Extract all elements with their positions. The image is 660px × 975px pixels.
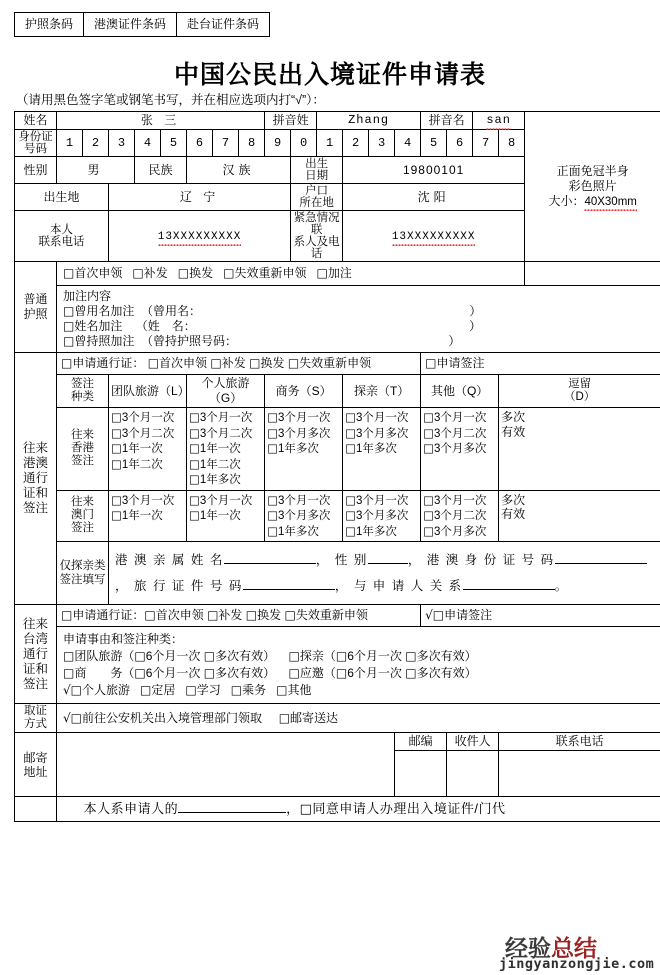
checkbox-icon[interactable]: □ xyxy=(111,441,122,455)
option-item[interactable]: □3个月二次 xyxy=(189,425,253,440)
checkbox-icon[interactable]: □ xyxy=(267,508,278,522)
delivery-method-label: 取证 方式 xyxy=(15,704,57,733)
checkbox-icon[interactable]: □ xyxy=(189,492,200,507)
taiwan-reason-crew[interactable]: □乘务 xyxy=(230,683,267,697)
taiwan-reason-settle[interactable]: □定居 xyxy=(140,683,176,697)
checkbox-icon[interactable]: □ xyxy=(284,608,296,622)
checkbox-icon[interactable]: □ xyxy=(134,649,146,663)
barcode-tabs xyxy=(14,12,270,37)
phone-label: 本人 联系电话 xyxy=(15,211,109,262)
row-relative-visit xyxy=(15,542,660,605)
hkmo-col-header-Q: 其他（Q） xyxy=(421,375,499,408)
checkbox-icon[interactable]: □ xyxy=(316,266,328,280)
taiwan-reason-row-2 xyxy=(63,665,654,682)
checkbox-icon[interactable]: □ xyxy=(189,472,200,486)
hk-row-label: 往来 香港 签注 xyxy=(57,408,109,491)
photo-line-1: 正面免冠半身 xyxy=(556,163,629,178)
row-name xyxy=(15,112,660,130)
annotation-title: 加注内容 xyxy=(63,289,112,303)
hkmo-col-header-G: 个人旅游（G） xyxy=(187,375,265,408)
checkbox-icon[interactable]: □ xyxy=(185,683,197,697)
footer-text-1: 本人系申请人的 xyxy=(83,801,179,816)
taiwan-side-label: 往 台 通 证 签 来 湾 行 和 注 xyxy=(15,605,57,704)
row-taiwan-reasons xyxy=(15,627,660,704)
id-digit[interactable]: 3 xyxy=(109,130,135,157)
option-item[interactable]: □1年一次 xyxy=(111,441,163,455)
option-item[interactable]: □3个月一次 xyxy=(423,492,487,507)
checkbox-icon[interactable]: □ xyxy=(189,425,200,440)
option-item[interactable]: □3个月多次 xyxy=(267,508,331,522)
hkmo-col-header-T: 探亲（T） xyxy=(343,375,421,408)
checkbox-icon[interactable]: □ xyxy=(287,356,300,370)
hkmo-permit-options: □申请通行证： □首次申领 □补发 □换发 □失效重新申领 xyxy=(57,353,421,375)
checkbox-icon[interactable]: □ xyxy=(147,356,160,370)
checkbox-icon[interactable]: □ xyxy=(140,683,152,697)
taiwan-option-expired-reapply[interactable]: □失效重新申领 xyxy=(284,608,368,622)
option-item[interactable]: □3个月一次 xyxy=(189,410,253,424)
emergency-label: 紧急情况联 系人及电话 xyxy=(291,211,343,262)
id-digit[interactable]: 4 xyxy=(135,130,161,157)
taiwan-reason-row-1 xyxy=(63,648,654,665)
postcode-label: 邮编 xyxy=(395,733,447,751)
option-item[interactable]: □3个月二次 xyxy=(423,508,487,522)
checkbox-icon[interactable]: □ xyxy=(432,608,445,622)
option-item[interactable]: □1年多次 xyxy=(345,523,397,538)
barcode-tab-taiwan[interactable]: 赴台证件条码 xyxy=(187,17,260,31)
id-digit[interactable]: 7 xyxy=(213,130,239,157)
row-footer-declaration xyxy=(15,797,660,822)
checkbox-icon[interactable]: □ xyxy=(335,649,348,663)
photo-size-label: 大小： xyxy=(548,193,585,208)
pinyin-given-label: 拼音名 xyxy=(421,112,473,130)
pinyin-given-value[interactable]: san xyxy=(473,112,525,130)
mo-options-Q xyxy=(421,490,499,542)
option-item[interactable]: □3个月多次 xyxy=(423,441,487,455)
delivery-method-options xyxy=(57,704,660,733)
relative-idnumber-input[interactable] xyxy=(555,563,647,564)
option-item[interactable]: □3个月多次 xyxy=(423,523,487,538)
row-passport-annotation xyxy=(15,286,660,353)
checkbox-icon[interactable]: □ xyxy=(425,356,437,370)
hkmo-endorsement-option[interactable]: □申请签注 xyxy=(421,353,660,375)
footer-relationship-input[interactable] xyxy=(178,812,286,813)
option-item[interactable]: □3个月二次 xyxy=(423,425,487,440)
row-passport-apply xyxy=(15,262,660,286)
checkbox-icon[interactable]: □ xyxy=(207,608,219,622)
form-instruction: （请用黑色签字笔或钢笔书写，并在相应选项内打“√”）： xyxy=(16,93,325,107)
photo-box xyxy=(525,112,660,262)
checkbox-icon[interactable]: □ xyxy=(345,410,356,424)
option-item[interactable]: □3个月一次 xyxy=(267,410,331,424)
checkbox-icon[interactable]: □ xyxy=(61,608,73,622)
passport-annotation-block xyxy=(57,286,660,353)
household-value[interactable]: 沈阳 xyxy=(343,184,525,211)
relative-name-input[interactable] xyxy=(224,563,316,564)
passport-option-first[interactable]: □首次申领 xyxy=(63,266,123,280)
row-mo-endorsement xyxy=(15,490,660,542)
relative-travel-doc-input[interactable] xyxy=(243,589,335,590)
checkbox-icon[interactable]: □ xyxy=(267,523,278,538)
footer-text-2: ， xyxy=(286,801,300,816)
option-item[interactable]: □3个月一次 xyxy=(345,410,409,424)
checkbox-icon[interactable]: □ xyxy=(288,649,300,663)
id-digit[interactable]: 8 xyxy=(239,130,265,157)
watermark-url: jingyanzongjie.com xyxy=(499,956,655,972)
checkbox-icon[interactable]: □ xyxy=(345,492,356,507)
option-item[interactable]: □3个月一次 xyxy=(345,492,409,507)
checkbox-icon[interactable]: □ xyxy=(335,666,348,680)
annotation-row-former-passport[interactable]: □曾持照加注 （曾持护照号码： ） xyxy=(63,334,461,348)
checkbox-icon[interactable]: □ xyxy=(189,410,200,424)
barcode-tab-passport[interactable]: 护照条码 xyxy=(15,13,84,36)
hk-option-D: 多次 有效 xyxy=(499,408,660,491)
relative-visit-content: 港 澳 亲 属 姓 名 ， 性 别 ， 港 澳 身 份 证 号 码， 旅 行 证 件 号 码 ， 与 申 请 人 关 系 。 xyxy=(109,542,660,605)
checkbox-icon[interactable]: □ xyxy=(245,608,258,622)
watermark xyxy=(497,932,657,974)
id-digit[interactable]: 2 xyxy=(343,130,369,157)
id-digit[interactable]: 9 xyxy=(265,130,291,157)
birthdate-value[interactable]: 19800101 xyxy=(343,157,525,184)
hkmo-col-header-S: 商务（S） xyxy=(265,375,343,408)
taiwan-reason-individual-tour[interactable]: √□个人旅游 xyxy=(63,683,131,697)
phone-value[interactable]: 13XXXXXXXXX xyxy=(109,211,291,262)
checkbox-icon[interactable]: □ xyxy=(423,441,434,455)
annotation-row-name[interactable]: □姓名加注 （姓 名： ） xyxy=(63,319,482,333)
footer-text-4: 代 xyxy=(492,801,506,816)
hk-options-S xyxy=(265,408,343,491)
checkbox-icon[interactable]: □ xyxy=(267,492,278,507)
taiwan-permit-options: □申请通行证：□首次申领 □补发 □换发 □失效重新申领 xyxy=(57,605,421,627)
checkbox-icon[interactable]: □ xyxy=(189,441,200,455)
form-table xyxy=(14,111,660,822)
option-item[interactable]: □1年一次 xyxy=(189,508,241,522)
checkbox-icon[interactable]: □ xyxy=(61,356,73,370)
checkbox-icon[interactable]: □ xyxy=(63,304,75,318)
taiwan-endorsement-option[interactable]: √□申请签注 xyxy=(421,605,660,627)
birthplace-label: 出生地 xyxy=(15,184,109,211)
checkbox-icon[interactable]: □ xyxy=(63,666,75,680)
taiwan-reason-business[interactable]: □商 务（□6个月一次 □多次有效） xyxy=(63,666,276,680)
option-item[interactable]: □1年一次 xyxy=(111,508,163,522)
checkbox-icon[interactable]: □ xyxy=(345,508,356,522)
row-mailing-headers xyxy=(15,733,660,751)
option-item[interactable]: □1年多次 xyxy=(189,472,241,486)
household-label: 户口 所在地 xyxy=(291,184,343,211)
checkbox-icon[interactable]: □ xyxy=(63,649,75,663)
checkbox-icon[interactable]: □ xyxy=(111,508,122,522)
option-item[interactable]: □3个月多次 xyxy=(267,425,331,440)
option-item[interactable]: □1年多次 xyxy=(345,441,397,455)
checkbox-icon[interactable]: □ xyxy=(63,266,75,280)
id-digit[interactable]: 2 xyxy=(83,130,109,157)
option-item[interactable]: □1年二次 xyxy=(111,456,163,471)
checkbox-icon[interactable]: □ xyxy=(276,683,288,697)
recipient-label: 收件人 xyxy=(447,733,499,751)
contact-phone-label: 联系电话 xyxy=(499,733,660,751)
option-item[interactable]: □1年二次 xyxy=(189,456,241,471)
passport-option-renew[interactable]: □换发 xyxy=(177,266,214,280)
checkbox-icon[interactable]: □ xyxy=(423,425,434,440)
relative-name-label: 港 澳 亲 属 姓 名 xyxy=(115,553,224,567)
pinyin-surname-label: 拼音姓 xyxy=(265,112,317,130)
photo-line-2: 彩色照片 xyxy=(568,178,617,193)
option-item[interactable]: □1年一次 xyxy=(189,441,241,455)
hkmo-side-label: 往 港 通 证 签 来 澳 行 和 注 xyxy=(15,353,57,605)
passport-option-reissue[interactable]: □补发 xyxy=(132,266,168,280)
row-taiwan-permit xyxy=(15,605,660,627)
contact-phone-value[interactable] xyxy=(499,751,660,797)
checkbox-icon[interactable]: □ xyxy=(132,266,144,280)
option-item[interactable]: □3个月一次 xyxy=(423,410,487,424)
mo-option-D: 多次 有效 xyxy=(499,490,660,542)
row-hk-endorsement xyxy=(15,408,660,491)
passport-side-label: 普通 护照 xyxy=(15,262,57,353)
hkmo-option-expired-reapply[interactable]: □失效重新申领 xyxy=(287,356,372,370)
hk-options-T xyxy=(343,408,421,491)
hkmo-option-renew[interactable]: □换发 xyxy=(249,356,285,370)
gender-value[interactable]: 男 xyxy=(57,157,135,184)
taiwan-option-renew[interactable]: □换发 xyxy=(245,608,282,622)
passport-option-annotation[interactable]: □加注 xyxy=(316,266,352,280)
option-item[interactable]: □3个月一次 xyxy=(267,492,331,507)
checkbox-icon[interactable]: □ xyxy=(111,410,122,424)
checkbox-icon[interactable]: □ xyxy=(223,266,235,280)
hk-options-L xyxy=(109,408,187,491)
photo-size-line xyxy=(527,194,658,210)
name-value[interactable]: 张 三 xyxy=(57,112,265,130)
pinyin-surname-value[interactable]: Zhang xyxy=(317,112,421,130)
birthplace-value[interactable]: 辽 宁 xyxy=(109,184,291,211)
checkbox-icon[interactable]: □ xyxy=(230,683,243,697)
option-item[interactable]: □3个月一次 xyxy=(111,492,175,507)
id-digit[interactable]: 1 xyxy=(317,130,343,157)
relative-relationship-input[interactable] xyxy=(463,589,555,590)
mailing-address-label: 邮寄 地址 xyxy=(15,733,57,797)
footer-blank-cell xyxy=(15,797,57,822)
relative-gender-input[interactable] xyxy=(368,563,408,564)
hkmo-kind-header: 签注 种类 xyxy=(57,375,109,408)
check-mark-icon: √ xyxy=(63,710,71,725)
checkbox-icon[interactable]: □ xyxy=(405,649,417,663)
option-item[interactable]: □3个月一次 xyxy=(111,410,175,424)
option-item[interactable]: □1年多次 xyxy=(267,523,319,538)
barcode-tab-hkmo[interactable]: 港澳证件条码 xyxy=(84,13,177,36)
passport-apply-blank xyxy=(525,262,660,286)
photo-size-value: 40X30mm xyxy=(584,195,637,208)
id-digit[interactable]: 6 xyxy=(447,130,473,157)
checkbox-icon[interactable]: □ xyxy=(405,666,417,680)
checkbox-icon[interactable]: □ xyxy=(111,425,122,440)
name-label: 姓名 xyxy=(15,112,57,130)
id-digit[interactable]: 5 xyxy=(421,130,447,157)
checkbox-icon[interactable]: □ xyxy=(203,649,216,663)
option-item[interactable]: □3个月多次 xyxy=(345,508,409,522)
watermark-title: 经验总结 xyxy=(505,935,597,961)
checkbox-icon[interactable]: □ xyxy=(423,523,434,538)
mo-options-G xyxy=(187,490,265,542)
taiwan-reasons-block xyxy=(57,627,660,704)
mo-options-S xyxy=(265,490,343,542)
postcode-value[interactable] xyxy=(395,751,447,797)
id-number-label: 身份证 号码 xyxy=(15,130,57,157)
gender-label: 性别 xyxy=(15,157,57,184)
checkbox-icon[interactable]: □ xyxy=(345,441,356,455)
hkmo-col-header-L: 团队旅游（L） xyxy=(109,375,187,408)
id-digit[interactable]: 1 xyxy=(57,130,83,157)
page-title: 中国公民出入境证件申请表 xyxy=(173,61,486,89)
delivery-option-mail[interactable]: □邮寄送达 xyxy=(278,710,339,725)
hkmo-option-first[interactable]: □首次申领 xyxy=(147,356,208,370)
id-digit[interactable]: 6 xyxy=(187,130,213,157)
checkbox-icon[interactable]: □ xyxy=(203,666,216,680)
option-item[interactable]: □3个月二次 xyxy=(111,425,175,440)
checkbox-icon[interactable]: □ xyxy=(267,410,278,424)
checkbox-icon[interactable]: □ xyxy=(70,683,82,697)
checkbox-icon[interactable]: □ xyxy=(189,456,200,471)
id-digit[interactable]: 4 xyxy=(395,130,421,157)
option-item[interactable]: □3个月多次 xyxy=(345,425,409,440)
mo-row-label: 往来 澳门 签注 xyxy=(57,490,109,542)
mo-options-L xyxy=(109,490,187,542)
taiwan-reason-group-tour[interactable]: □团队旅游（□6个月一次 □多次有效） xyxy=(63,649,276,663)
taiwan-reason-visit-relatives[interactable]: □探亲（□6个月一次 □多次有效） xyxy=(288,649,477,663)
recipient-value[interactable] xyxy=(447,751,499,797)
checkbox-icon[interactable]: □ xyxy=(278,710,291,725)
hk-options-G xyxy=(187,408,265,491)
checkbox-icon[interactable]: □ xyxy=(111,456,122,471)
checkbox-icon[interactable]: □ xyxy=(288,666,300,680)
checkbox-icon[interactable]: □ xyxy=(423,508,434,522)
passport-option-expired-reapply[interactable]: □失效重新申领 xyxy=(223,266,307,280)
ethnicity-label: 民族 xyxy=(135,157,187,184)
checkbox-icon[interactable]: □ xyxy=(177,266,190,280)
checkbox-icon[interactable]: □ xyxy=(267,441,278,455)
birthdate-label: 出生 日期 xyxy=(291,157,343,184)
checkbox-icon[interactable]: □ xyxy=(63,334,75,348)
checkbox-icon[interactable]: □ xyxy=(70,710,82,725)
emergency-value[interactable]: 13XXXXXXXXX xyxy=(343,211,525,262)
row-hkmo-permit xyxy=(15,353,660,375)
annotation-row-former-name[interactable]: □曾用名加注 （曾用名： ） xyxy=(63,304,482,318)
taiwan-reason-row-3 xyxy=(63,682,654,699)
taiwan-option-reissue[interactable]: □补发 xyxy=(207,608,243,622)
mailing-address-value[interactable] xyxy=(57,733,395,797)
id-digit[interactable]: 8 xyxy=(499,130,525,157)
check-mark-icon: √ xyxy=(425,608,433,622)
footer-declaration xyxy=(57,797,660,822)
id-digit[interactable]: 0 xyxy=(291,130,317,157)
id-digit[interactable]: 3 xyxy=(369,130,395,157)
hkmo-option-reissue[interactable]: □补发 xyxy=(210,356,246,370)
row-hkmo-headers xyxy=(15,375,660,408)
delivery-option-pickup[interactable]: √□前往公安机关出入境管理部门领取 xyxy=(63,710,263,725)
id-digit[interactable]: 7 xyxy=(473,130,499,157)
taiwan-reason-other[interactable]: □其他 xyxy=(276,683,312,697)
checkbox-icon[interactable]: □ xyxy=(423,410,434,424)
checkbox-icon[interactable]: □ xyxy=(63,319,75,333)
hkmo-col-header-D: 逗留 （D） xyxy=(499,375,660,408)
taiwan-reason-study[interactable]: □学习 xyxy=(185,683,221,697)
checkbox-icon[interactable]: □ xyxy=(299,802,313,817)
checkbox-icon[interactable]: □ xyxy=(345,425,356,440)
checkbox-icon[interactable]: □ xyxy=(111,492,122,507)
relative-visit-label: 仅探亲类 签注填写 xyxy=(57,542,109,605)
ethnicity-value[interactable]: 汉族 xyxy=(187,157,291,184)
checkbox-icon[interactable]: □ xyxy=(345,523,356,538)
checkbox-icon[interactable]: □ xyxy=(134,666,146,680)
taiwan-reason-invitation[interactable]: □应邀（□6个月一次 □多次有效） xyxy=(288,666,477,680)
checkbox-icon[interactable]: □ xyxy=(210,356,222,370)
taiwan-option-first[interactable]: □首次申领 xyxy=(144,608,204,622)
checkbox-icon[interactable]: □ xyxy=(249,356,261,370)
taiwan-reasons-title: 申请事由和签注种类： xyxy=(63,632,184,646)
option-item[interactable]: □3个月一次 xyxy=(189,492,253,507)
checkbox-icon[interactable]: □ xyxy=(267,425,278,440)
hk-options-Q xyxy=(421,408,499,491)
row-delivery-method xyxy=(15,704,660,733)
checkbox-icon[interactable]: □ xyxy=(423,492,434,507)
option-item[interactable]: □1年多次 xyxy=(267,441,319,455)
check-mark-icon: √ xyxy=(63,683,71,697)
id-digit[interactable]: 5 xyxy=(161,130,187,157)
checkbox-icon[interactable]: □ xyxy=(189,508,200,522)
mo-options-T xyxy=(343,490,421,542)
passport-apply-options xyxy=(57,262,525,286)
footer-text-3: 同意申请人办理出入境证件/门 xyxy=(312,801,493,816)
checkbox-icon[interactable]: □ xyxy=(144,608,156,622)
